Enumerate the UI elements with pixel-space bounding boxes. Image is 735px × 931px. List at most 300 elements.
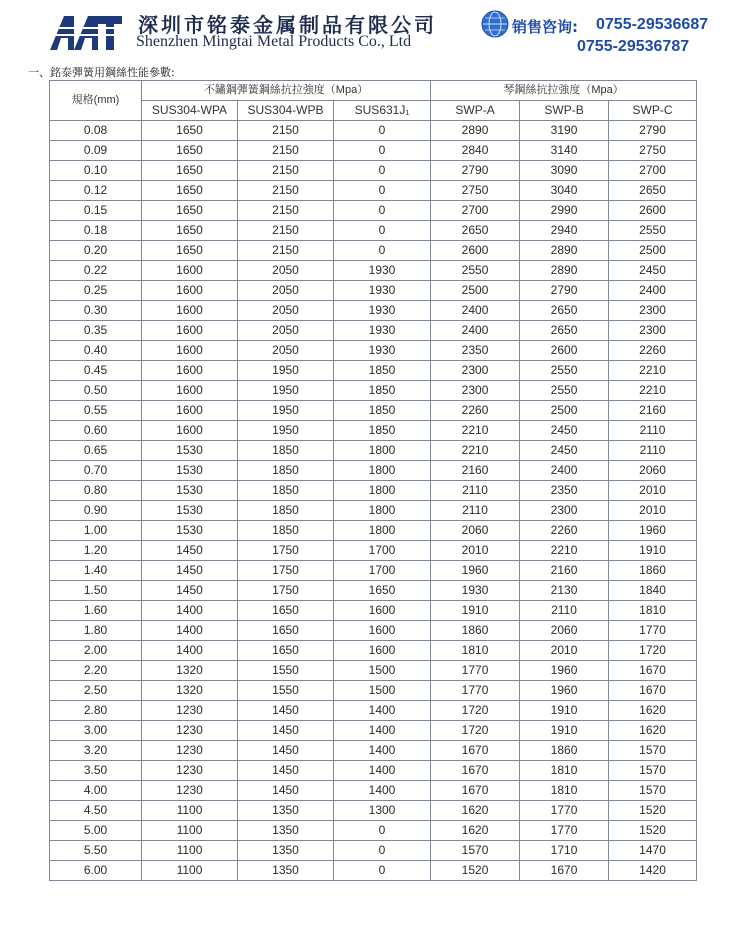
strength-value-cell: 1450 <box>238 721 334 741</box>
spec-table-container <box>49 80 697 881</box>
strength-value-cell: 1650 <box>334 581 431 601</box>
strength-value-cell: 1400 <box>334 761 431 781</box>
strength-value-cell: 1960 <box>609 521 697 541</box>
spec-size-cell: 6.00 <box>50 861 142 881</box>
strength-value-cell: 1850 <box>238 481 334 501</box>
table-row <box>50 681 697 701</box>
strength-value-cell: 3190 <box>520 121 609 141</box>
strength-value-cell: 1350 <box>238 801 334 821</box>
piano-wire-group-header: 琴鋼絲抗拉強度（Mpa） <box>431 81 697 101</box>
strength-value-cell: 1670 <box>520 861 609 881</box>
strength-value-cell: 1600 <box>142 281 238 301</box>
table-row <box>50 541 697 561</box>
table-row <box>50 801 697 821</box>
strength-value-cell: 1320 <box>142 661 238 681</box>
strength-value-cell: 2450 <box>609 261 697 281</box>
stainless-group-header: 不鏽鋼彈簧鋼絲抗拉強度（Mpa） <box>142 81 431 101</box>
strength-value-cell: 2790 <box>609 121 697 141</box>
table-row <box>50 621 697 641</box>
table-row <box>50 721 697 741</box>
strength-value-cell: 1930 <box>334 301 431 321</box>
spec-size-cell: 0.35 <box>50 321 142 341</box>
spec-size-cell: 0.12 <box>50 181 142 201</box>
strength-value-cell: 1650 <box>142 161 238 181</box>
strength-value-cell: 1650 <box>238 601 334 621</box>
strength-value-cell: 2210 <box>609 381 697 401</box>
table-row <box>50 641 697 661</box>
strength-value-cell: 2400 <box>431 321 520 341</box>
strength-value-cell: 2010 <box>431 541 520 561</box>
strength-value-cell: 1400 <box>142 601 238 621</box>
strength-value-cell: 1600 <box>142 421 238 441</box>
strength-value-cell: 1600 <box>142 341 238 361</box>
strength-value-cell: 2050 <box>238 281 334 301</box>
strength-value-cell: 1230 <box>142 701 238 721</box>
strength-value-cell: 1930 <box>334 261 431 281</box>
strength-value-cell: 1400 <box>334 701 431 721</box>
strength-value-cell: 2600 <box>609 201 697 221</box>
strength-value-cell: 1570 <box>609 741 697 761</box>
strength-value-cell: 3040 <box>520 181 609 201</box>
strength-value-cell: 2160 <box>431 461 520 481</box>
strength-value-cell: 1600 <box>142 301 238 321</box>
table-row <box>50 481 697 501</box>
strength-value-cell: 1450 <box>142 561 238 581</box>
strength-value-cell: 1670 <box>431 781 520 801</box>
strength-value-cell: 1500 <box>334 681 431 701</box>
strength-value-cell: 0 <box>334 221 431 241</box>
strength-value-cell: 0 <box>334 841 431 861</box>
strength-value-cell: 1650 <box>238 641 334 661</box>
spec-size-cell: 1.40 <box>50 561 142 581</box>
strength-value-cell: 2160 <box>520 561 609 581</box>
table-row <box>50 501 697 521</box>
spec-size-cell: 1.60 <box>50 601 142 621</box>
column-header-sus304-wpb: SUS304-WPB <box>238 101 334 121</box>
section-title: 一、銘泰彈簧用鋼絲性能參數: <box>28 66 175 79</box>
strength-value-cell: 1600 <box>142 401 238 421</box>
strength-value-cell: 2890 <box>431 121 520 141</box>
strength-value-cell: 2150 <box>238 181 334 201</box>
strength-value-cell: 1100 <box>142 861 238 881</box>
strength-value-cell: 2400 <box>520 461 609 481</box>
table-row <box>50 281 697 301</box>
strength-value-cell: 2210 <box>609 361 697 381</box>
strength-value-cell: 2500 <box>431 281 520 301</box>
strength-value-cell: 2010 <box>609 501 697 521</box>
strength-value-cell: 0 <box>334 821 431 841</box>
strength-value-cell: 1860 <box>520 741 609 761</box>
strength-value-cell: 1530 <box>142 481 238 501</box>
strength-value-cell: 2110 <box>609 441 697 461</box>
strength-value-cell: 0 <box>334 201 431 221</box>
strength-value-cell: 2150 <box>238 241 334 261</box>
strength-value-cell: 1450 <box>238 741 334 761</box>
strength-value-cell: 1720 <box>609 641 697 661</box>
spec-size-cell: 0.25 <box>50 281 142 301</box>
table-row <box>50 761 697 781</box>
strength-value-cell: 2400 <box>609 281 697 301</box>
strength-value-cell: 2300 <box>431 361 520 381</box>
strength-value-cell: 1700 <box>334 561 431 581</box>
strength-value-cell: 2210 <box>431 421 520 441</box>
strength-value-cell: 1450 <box>238 701 334 721</box>
strength-value-cell: 1650 <box>142 241 238 261</box>
strength-value-cell: 2300 <box>609 301 697 321</box>
strength-value-cell: 1860 <box>431 621 520 641</box>
spec-size-cell: 0.80 <box>50 481 142 501</box>
strength-value-cell: 2940 <box>520 221 609 241</box>
column-header-swp-a: SWP-A <box>431 101 520 121</box>
strength-value-cell: 2400 <box>431 301 520 321</box>
strength-value-cell: 0 <box>334 121 431 141</box>
strength-value-cell: 2060 <box>520 621 609 641</box>
strength-value-cell: 2300 <box>431 381 520 401</box>
spec-size-cell: 0.40 <box>50 341 142 361</box>
strength-value-cell: 1950 <box>238 361 334 381</box>
strength-value-cell: 1520 <box>431 861 520 881</box>
strength-value-cell: 0 <box>334 181 431 201</box>
strength-value-cell: 1600 <box>142 381 238 401</box>
strength-value-cell: 2150 <box>238 121 334 141</box>
table-row <box>50 341 697 361</box>
spec-size-cell: 1.80 <box>50 621 142 641</box>
strength-value-cell: 3140 <box>520 141 609 161</box>
strength-value-cell: 2160 <box>609 401 697 421</box>
strength-value-cell: 1600 <box>142 321 238 341</box>
strength-value-cell: 0 <box>334 861 431 881</box>
spec-size-cell: 5.50 <box>50 841 142 861</box>
table-row <box>50 241 697 261</box>
strength-value-cell: 1650 <box>142 181 238 201</box>
strength-value-cell: 1450 <box>238 761 334 781</box>
strength-value-cell: 2210 <box>431 441 520 461</box>
strength-value-cell: 1650 <box>238 621 334 641</box>
table-row <box>50 421 697 441</box>
spec-size-cell: 0.15 <box>50 201 142 221</box>
strength-value-cell: 1910 <box>520 721 609 741</box>
column-header-swp-b: SWP-B <box>520 101 609 121</box>
table-row <box>50 841 697 861</box>
strength-value-cell: 2550 <box>520 381 609 401</box>
strength-value-cell: 1600 <box>334 601 431 621</box>
spec-size-cell: 0.60 <box>50 421 142 441</box>
strength-value-cell: 1520 <box>609 801 697 821</box>
strength-value-cell: 2500 <box>609 241 697 261</box>
strength-value-cell: 1400 <box>334 781 431 801</box>
strength-value-cell: 1230 <box>142 761 238 781</box>
strength-value-cell: 1670 <box>431 761 520 781</box>
table-row <box>50 401 697 421</box>
strength-value-cell: 1650 <box>142 221 238 241</box>
table-row <box>50 561 697 581</box>
strength-value-cell: 1530 <box>142 501 238 521</box>
strength-value-cell: 1600 <box>334 621 431 641</box>
strength-value-cell: 1850 <box>334 421 431 441</box>
strength-value-cell: 1770 <box>609 621 697 641</box>
strength-value-cell: 2600 <box>520 341 609 361</box>
strength-value-cell: 1400 <box>142 641 238 661</box>
table-row <box>50 381 697 401</box>
strength-value-cell: 2550 <box>520 361 609 381</box>
strength-value-cell: 1950 <box>238 381 334 401</box>
strength-value-cell: 1960 <box>431 561 520 581</box>
spec-size-cell: 3.50 <box>50 761 142 781</box>
strength-value-cell: 1770 <box>520 821 609 841</box>
strength-value-cell: 2450 <box>520 421 609 441</box>
strength-value-cell: 1850 <box>238 461 334 481</box>
strength-value-cell: 2150 <box>238 161 334 181</box>
strength-value-cell: 1840 <box>609 581 697 601</box>
table-row <box>50 321 697 341</box>
strength-value-cell: 1850 <box>238 441 334 461</box>
strength-value-cell: 2130 <box>520 581 609 601</box>
table-row <box>50 661 697 681</box>
strength-value-cell: 1960 <box>520 661 609 681</box>
spec-size-cell: 2.80 <box>50 701 142 721</box>
company-name-en: Shenzhen Mingtai Metal Products Co., Ltd <box>136 33 412 50</box>
strength-value-cell: 1450 <box>238 781 334 801</box>
strength-value-cell: 1930 <box>334 281 431 301</box>
strength-value-cell: 1720 <box>431 721 520 741</box>
strength-value-cell: 2050 <box>238 261 334 281</box>
strength-value-cell: 0 <box>334 141 431 161</box>
strength-value-cell: 1350 <box>238 841 334 861</box>
spec-size-cell: 0.10 <box>50 161 142 181</box>
spec-size-cell: 3.00 <box>50 721 142 741</box>
strength-value-cell: 2210 <box>520 541 609 561</box>
table-row <box>50 221 697 241</box>
strength-value-cell: 1520 <box>609 821 697 841</box>
strength-value-cell: 1850 <box>238 501 334 521</box>
phone-number-2: 0755-29536787 <box>577 38 690 55</box>
table-row <box>50 201 697 221</box>
strength-value-cell: 2050 <box>238 341 334 361</box>
spec-size-cell: 1.20 <box>50 541 142 561</box>
strength-value-cell: 1670 <box>609 681 697 701</box>
table-group-header-row <box>50 81 697 101</box>
strength-value-cell: 1800 <box>334 501 431 521</box>
column-header-sus631j1: SUS631J₁ <box>334 101 431 121</box>
strength-value-cell: 2150 <box>238 221 334 241</box>
sales-label: 销售咨询: <box>512 18 578 36</box>
strength-value-cell: 2450 <box>520 441 609 461</box>
strength-value-cell: 1850 <box>334 361 431 381</box>
strength-value-cell: 1960 <box>520 681 609 701</box>
table-row <box>50 121 697 141</box>
strength-value-cell: 1950 <box>238 421 334 441</box>
strength-value-cell: 1950 <box>238 401 334 421</box>
strength-value-cell: 1930 <box>431 581 520 601</box>
strength-value-cell: 1750 <box>238 541 334 561</box>
strength-value-cell: 1650 <box>142 121 238 141</box>
spec-size-cell: 0.50 <box>50 381 142 401</box>
strength-value-cell: 1930 <box>334 321 431 341</box>
table-row <box>50 861 697 881</box>
spec-size-cell: 2.00 <box>50 641 142 661</box>
strength-value-cell: 1620 <box>431 821 520 841</box>
spec-size-cell: 0.65 <box>50 441 142 461</box>
strength-value-cell: 1450 <box>142 581 238 601</box>
strength-value-cell: 1300 <box>334 801 431 821</box>
table-row <box>50 521 697 541</box>
strength-value-cell: 1230 <box>142 781 238 801</box>
table-row <box>50 581 697 601</box>
strength-value-cell: 1860 <box>609 561 697 581</box>
strength-value-cell: 1650 <box>142 141 238 161</box>
company-logo <box>50 10 122 50</box>
strength-value-cell: 1570 <box>609 781 697 801</box>
strength-value-cell: 1750 <box>238 561 334 581</box>
globe-icon <box>481 10 509 38</box>
spec-size-cell: 2.20 <box>50 661 142 681</box>
strength-value-cell: 1710 <box>520 841 609 861</box>
table-row <box>50 361 697 381</box>
strength-value-cell: 2650 <box>609 181 697 201</box>
strength-value-cell: 2060 <box>431 521 520 541</box>
strength-value-cell: 1770 <box>431 681 520 701</box>
strength-value-cell: 1650 <box>142 201 238 221</box>
strength-value-cell: 1100 <box>142 801 238 821</box>
table-row <box>50 821 697 841</box>
strength-value-cell: 2790 <box>431 161 520 181</box>
strength-value-cell: 1800 <box>334 461 431 481</box>
spec-size-cell: 4.50 <box>50 801 142 821</box>
column-header-sus304-wpa: SUS304-WPA <box>142 101 238 121</box>
strength-value-cell: 1320 <box>142 681 238 701</box>
strength-value-cell: 2110 <box>431 501 520 521</box>
strength-value-cell: 1720 <box>431 701 520 721</box>
strength-value-cell: 2110 <box>431 481 520 501</box>
strength-value-cell: 1350 <box>238 861 334 881</box>
strength-value-cell: 2890 <box>520 241 609 261</box>
strength-value-cell: 2150 <box>238 201 334 221</box>
strength-value-cell: 1800 <box>334 481 431 501</box>
strength-value-cell: 2890 <box>520 261 609 281</box>
spec-column-header: 規格(mm) <box>50 81 142 121</box>
strength-value-cell: 1850 <box>238 521 334 541</box>
strength-value-cell: 2700 <box>431 201 520 221</box>
strength-value-cell: 2500 <box>520 401 609 421</box>
strength-value-cell: 1450 <box>142 541 238 561</box>
strength-value-cell: 1530 <box>142 461 238 481</box>
table-row <box>50 741 697 761</box>
strength-value-cell: 0 <box>334 241 431 261</box>
strength-value-cell: 2010 <box>609 481 697 501</box>
strength-value-cell: 1810 <box>520 781 609 801</box>
spec-size-cell: 0.55 <box>50 401 142 421</box>
strength-value-cell: 1550 <box>238 681 334 701</box>
strength-value-cell: 2550 <box>431 261 520 281</box>
table-row <box>50 461 697 481</box>
table-row <box>50 161 697 181</box>
strength-value-cell: 2840 <box>431 141 520 161</box>
spec-size-cell: 1.00 <box>50 521 142 541</box>
table-row <box>50 441 697 461</box>
strength-value-cell: 1770 <box>431 661 520 681</box>
page-header <box>0 0 735 62</box>
strength-value-cell: 1400 <box>334 741 431 761</box>
strength-value-cell: 1810 <box>609 601 697 621</box>
strength-value-cell: 1600 <box>334 641 431 661</box>
table-row <box>50 261 697 281</box>
strength-value-cell: 1850 <box>334 401 431 421</box>
strength-value-cell: 1470 <box>609 841 697 861</box>
strength-value-cell: 3090 <box>520 161 609 181</box>
strength-value-cell: 2050 <box>238 321 334 341</box>
table-column-header-row <box>50 101 697 121</box>
strength-value-cell: 1800 <box>334 521 431 541</box>
column-header-swp-c: SWP-C <box>609 101 697 121</box>
strength-value-cell: 1750 <box>238 581 334 601</box>
strength-value-cell: 2750 <box>431 181 520 201</box>
strength-value-cell: 1400 <box>142 621 238 641</box>
strength-value-cell: 1800 <box>334 441 431 461</box>
spec-size-cell: 5.00 <box>50 821 142 841</box>
strength-value-cell: 2350 <box>431 341 520 361</box>
strength-value-cell: 1530 <box>142 441 238 461</box>
strength-value-cell: 1670 <box>431 741 520 761</box>
strength-value-cell: 1350 <box>238 821 334 841</box>
strength-value-cell: 2650 <box>520 301 609 321</box>
strength-value-cell: 1530 <box>142 521 238 541</box>
strength-value-cell: 2260 <box>431 401 520 421</box>
strength-value-cell: 2260 <box>520 521 609 541</box>
strength-value-cell: 1600 <box>142 361 238 381</box>
strength-value-cell: 1670 <box>609 661 697 681</box>
spec-size-cell: 0.30 <box>50 301 142 321</box>
strength-value-cell: 1910 <box>431 601 520 621</box>
strength-value-cell: 1810 <box>431 641 520 661</box>
table-row <box>50 301 697 321</box>
strength-value-cell: 1100 <box>142 841 238 861</box>
table-body <box>50 121 697 881</box>
strength-value-cell: 2790 <box>520 281 609 301</box>
strength-value-cell: 1570 <box>431 841 520 861</box>
strength-value-cell: 2300 <box>609 321 697 341</box>
spec-size-cell: 1.50 <box>50 581 142 601</box>
strength-value-cell: 2650 <box>520 321 609 341</box>
strength-value-cell: 2260 <box>609 341 697 361</box>
strength-value-cell: 0 <box>334 161 431 181</box>
table-row <box>50 601 697 621</box>
strength-value-cell: 2350 <box>520 481 609 501</box>
spec-size-cell: 0.09 <box>50 141 142 161</box>
strength-value-cell: 2990 <box>520 201 609 221</box>
table-row <box>50 701 697 721</box>
strength-value-cell: 2650 <box>431 221 520 241</box>
company-name-cn: 深圳市铭泰金属制品有限公司 <box>138 13 437 37</box>
strength-value-cell: 1420 <box>609 861 697 881</box>
phone-number-1: 0755-29536687 <box>596 16 709 33</box>
strength-value-cell: 2700 <box>609 161 697 181</box>
strength-value-cell: 1810 <box>520 761 609 781</box>
strength-value-cell: 1620 <box>609 701 697 721</box>
strength-value-cell: 1930 <box>334 341 431 361</box>
strength-value-cell: 1500 <box>334 661 431 681</box>
spec-size-cell: 0.18 <box>50 221 142 241</box>
strength-value-cell: 1620 <box>609 721 697 741</box>
strength-value-cell: 1400 <box>334 721 431 741</box>
strength-value-cell: 2010 <box>520 641 609 661</box>
table-row <box>50 141 697 161</box>
strength-value-cell: 1570 <box>609 761 697 781</box>
strength-value-cell: 1910 <box>609 541 697 561</box>
spec-size-cell: 0.22 <box>50 261 142 281</box>
spec-table <box>49 80 697 881</box>
strength-value-cell: 2110 <box>609 421 697 441</box>
strength-value-cell: 1550 <box>238 661 334 681</box>
